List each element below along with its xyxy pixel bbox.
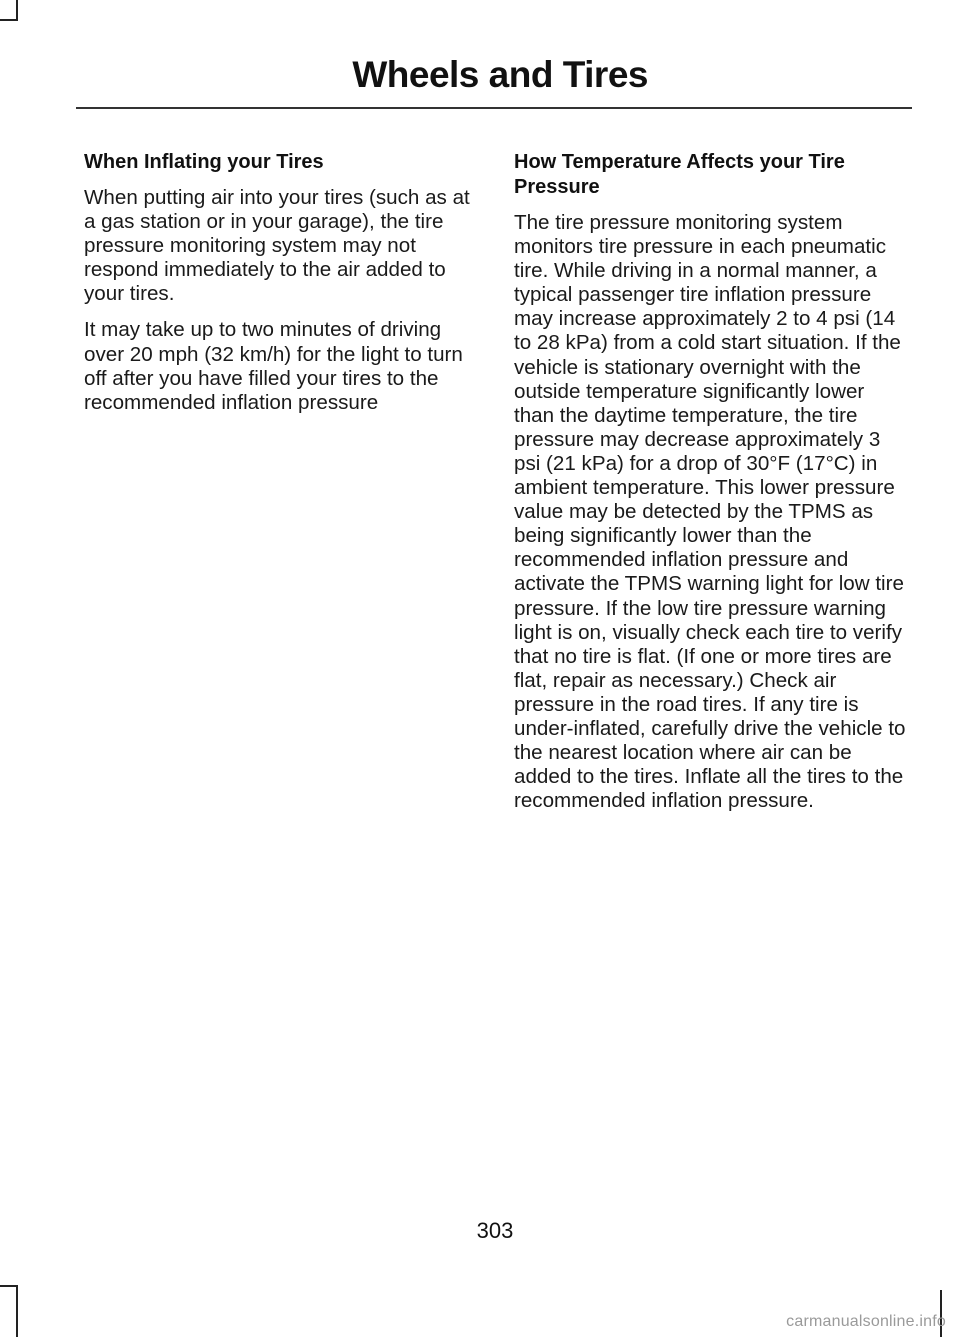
page-number: 303 xyxy=(476,1218,514,1243)
paragraph-inflating-2: It may take up to two minutes of driving over 20 mph (32 km/h) for the light to turn off after you have filled your tires to the recommended inflation pressure xyxy=(84,318,463,414)
crop-mark-bottom-left xyxy=(16,1285,18,1337)
crop-mark-top-left-horizontal xyxy=(0,19,18,21)
section-heading-temperature: How Temperature Affects your Tire Pressure xyxy=(514,151,845,198)
section-heading-inflating: When Inflating your Tires xyxy=(84,151,324,173)
right-column xyxy=(514,150,910,825)
crop-mark-top-left xyxy=(16,0,18,20)
paragraph-temperature-1: The tire pressure monitoring system monitors tire pressure in each pneumatic tire. While driving in a normal manner, a typical passenger tire inflation pressure may increase approximately 2 to 4 psi (14 to 28 kPa) from a cold start situation. If the vehicle is stationary overnight with the outside temperature significantly lower than the daytime temperature, the tire pressure may decrease approximately 3 psi (21 kPa) for a drop of 30°F (17°C) in ambient temperature. This lower pressure value may be detected by the TPMS as being significantly lower than the recommended inflation pressure and activate the TPMS warning light for low tire pressure. If the low tire pressure warning light is on, visually check each tire to verify that no tire is flat. (If one or more tires are flat, repair as necessary.) Check air pressure in the road tires. If any tire is under-inflated, carefully drive the vehicle to the nearest location where air can be added to the tires. Inflate all the tires to the recommended inflation pressure. xyxy=(514,211,906,813)
paragraph-inflating-1: When putting air into your tires (such as at a gas station or in your garage), the tire pressure monitoring system may not respond immediately to the air added to your tires. xyxy=(84,186,470,306)
watermark: carmanualsonline.info xyxy=(786,1313,946,1330)
header-divider xyxy=(76,107,912,109)
left-column xyxy=(84,150,476,427)
page-title: Wheels and Tires xyxy=(352,54,648,95)
crop-mark-bottom-left-horizontal xyxy=(0,1285,18,1287)
